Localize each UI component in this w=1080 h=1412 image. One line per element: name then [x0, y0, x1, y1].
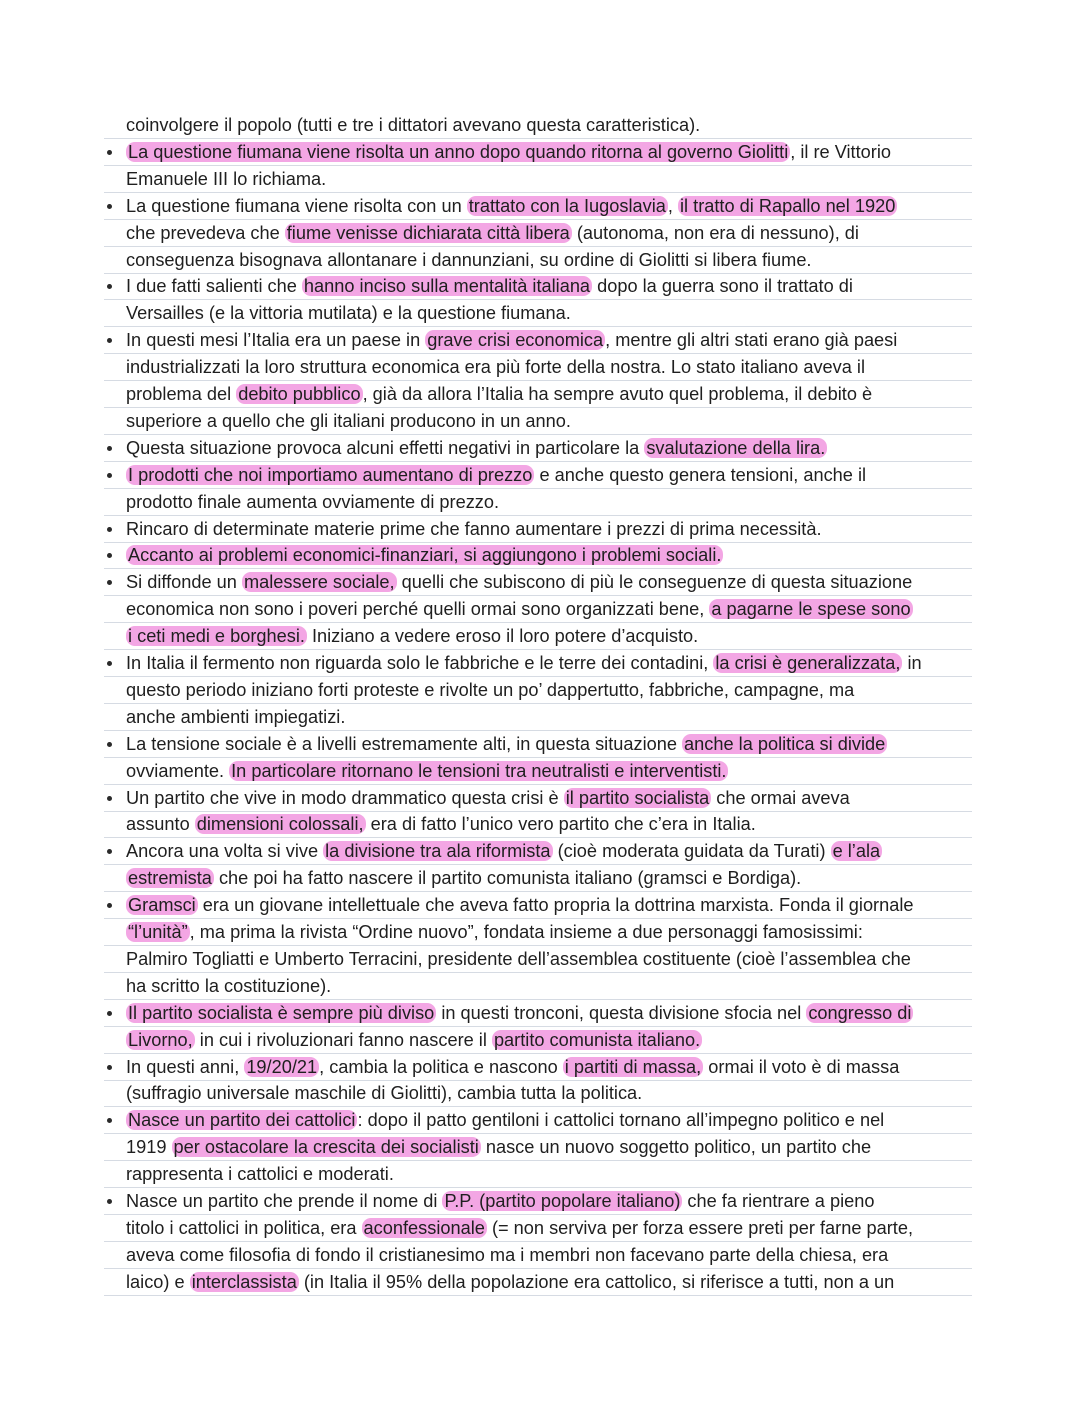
text-line	[104, 623, 972, 650]
highlighted-text: Accanto ai problemi economici-finanziari, si aggiungono i problemi sociali.	[128, 545, 722, 566]
line-text	[126, 731, 887, 757]
text-line	[104, 1242, 972, 1269]
text-segment: (autonoma, non era di nessuno), di	[571, 222, 859, 243]
text-line	[104, 704, 972, 731]
text-segment: aveva come filosofia di fondo il cristianesimo ma i membri non facevano parte della chiesa, era	[126, 1244, 889, 1265]
line-text	[126, 1188, 874, 1214]
text-line	[104, 785, 972, 812]
text-line	[104, 758, 972, 785]
text-segment: era un giovane intellettuale che aveva fatto propria la dottrina marxista. Fonda il giornale	[197, 895, 914, 916]
highlighted-text: anche la politica si divide	[684, 733, 886, 754]
bullet-icon	[107, 473, 112, 478]
highlighted-text: estremista	[128, 868, 212, 889]
text-segment: Si diffonde un	[126, 572, 242, 593]
text-line	[104, 731, 972, 758]
text-segment: prodotto finale aumenta ovviamente di prezzo.	[126, 491, 500, 512]
text-segment: Questa situazione provoca alcuni effetti negativi in particolare la	[126, 437, 645, 458]
text-segment: laico) e	[126, 1271, 190, 1292]
line-text	[126, 408, 571, 434]
text-segment: in cui i rivoluzionari fanno nascere il	[194, 1029, 492, 1050]
text-segment: , ma prima la rivista “Ordine nuovo”, fondata insieme a due personaggi famosissimi:	[189, 922, 863, 942]
line-text	[126, 435, 827, 461]
text-segment: , già da allora l’Italia ha sempre avuto quel problema, il debito è	[362, 384, 873, 404]
line-text	[126, 946, 911, 972]
highlighted-text: Nasce un partito dei cattolici	[128, 1110, 356, 1131]
text-line	[104, 247, 972, 274]
text-line	[104, 1027, 972, 1054]
text-line	[104, 435, 972, 462]
line-text	[126, 489, 499, 515]
highlighted-text: Gramsci	[128, 895, 196, 916]
text-segment: rappresenta i cattolici e moderati.	[126, 1164, 394, 1185]
text-line	[104, 838, 972, 865]
text-segment: industrializzati la loro struttura economica era più forte della nostra. Lo stato italiano aveva il	[126, 357, 866, 378]
text-segment: 1919	[126, 1137, 172, 1158]
line-text	[126, 758, 728, 784]
highlighted-text: grave crisi economica	[427, 330, 604, 351]
line-text	[126, 1107, 884, 1133]
text-line	[104, 408, 972, 435]
text-segment: Emanuele III lo richiama.	[126, 168, 327, 189]
text-segment: Rincaro di determinate materie prime che fanno aumentare i prezzi di prima necessità.	[126, 518, 822, 539]
line-text	[126, 1027, 702, 1053]
text-segment: anche ambienti impiegatizi.	[126, 706, 346, 727]
text-line	[104, 273, 972, 300]
line-text	[126, 1134, 871, 1160]
text-line	[104, 516, 972, 543]
text-segment: La tensione sociale è a livelli estremamente alti, in questa situazione	[126, 733, 683, 754]
text-line	[104, 1215, 972, 1242]
text-line	[104, 1269, 972, 1296]
line-text	[126, 247, 812, 273]
text-line	[104, 1054, 972, 1081]
highlighted-text: 19/20/21	[246, 1056, 318, 1077]
highlighted-text: hanno inciso sulla mentalità italiana	[303, 276, 591, 297]
text-segment: nasce un nuovo soggetto politico, un partito che	[480, 1137, 872, 1158]
text-line	[104, 462, 972, 489]
text-line	[104, 596, 972, 623]
text-segment: che poi ha fatto nascere il partito comunista italiano (gramsci e Bordiga).	[213, 868, 802, 889]
line-text	[126, 1080, 642, 1106]
line-text	[126, 516, 822, 542]
highlighted-text: il partito socialista	[565, 787, 710, 808]
text-line	[104, 1161, 972, 1188]
bullet-icon	[107, 661, 112, 666]
line-text	[126, 1215, 913, 1241]
text-segment: (in Italia il 95% della popolazione era cattolico, si riferisce a tutti, non a un	[298, 1271, 895, 1292]
text-segment: economica non sono i poveri perché quelli ormai sono organizzati bene,	[126, 599, 710, 620]
text-line	[104, 569, 972, 596]
text-segment: (suffragio universale maschile di Giolitti), cambia tutta la politica.	[126, 1083, 643, 1104]
text-segment: Iniziano a vedere eroso il loro potere d’acquisto.	[306, 626, 699, 647]
highlighted-text: aconfessionale	[363, 1217, 485, 1238]
text-segment: problema del	[126, 384, 237, 404]
highlighted-text: I prodotti che noi importiamo aumentano di prezzo	[128, 464, 533, 485]
text-segment: : dopo il patto gentiloni i cattolici tornano all’impegno politico e nel	[357, 1110, 885, 1131]
text-segment: ,	[667, 195, 678, 216]
bullet-icon	[107, 150, 112, 155]
line-text	[126, 838, 882, 864]
text-line	[104, 865, 972, 892]
text-segment: era di fatto l’unico vero partito che c’era in Italia.	[365, 814, 756, 835]
line-text	[126, 542, 723, 568]
highlighted-text: fiume venisse dichiarata città libera	[286, 222, 570, 243]
highlighted-text: partito comunista italiano.	[493, 1029, 701, 1050]
highlighted-text: svalutazione della lira.	[646, 437, 826, 458]
bullet-icon	[107, 742, 112, 747]
text-line	[104, 220, 972, 247]
line-text	[126, 1000, 913, 1026]
line-text	[126, 193, 897, 219]
highlighted-text: i partiti di massa,	[564, 1056, 702, 1077]
text-line	[104, 1107, 972, 1134]
line-text	[126, 166, 326, 192]
text-line	[104, 973, 972, 1000]
bullet-icon	[107, 796, 112, 801]
text-line	[104, 1080, 972, 1107]
highlighted-text: i ceti medi e borghesi.	[128, 626, 305, 647]
bullet-icon	[107, 1011, 112, 1016]
text-line	[104, 1000, 972, 1027]
text-segment: e anche questo genera tensioni, anche il	[534, 464, 867, 485]
line-text	[126, 569, 912, 595]
text-line	[104, 1134, 972, 1161]
bullet-icon	[107, 204, 112, 209]
highlighted-text: e l’ala	[832, 841, 881, 862]
text-line	[104, 166, 972, 193]
text-segment: che fa rientrare a pieno	[682, 1191, 875, 1211]
text-segment: quelli che subiscono di più le conseguenze di questa situazione	[396, 572, 913, 593]
line-text	[126, 354, 865, 380]
text-line	[104, 892, 972, 919]
text-segment: (= non serviva per forza essere preti per farne parte,	[486, 1217, 913, 1238]
text-line	[104, 650, 972, 677]
line-text	[126, 892, 914, 918]
text-line	[104, 811, 972, 838]
highlighted-text: per ostacolare la crescita dei socialisti	[173, 1137, 479, 1158]
line-text	[126, 220, 859, 246]
highlighted-text: P.P. (partito popolare italiano)	[444, 1191, 681, 1211]
highlighted-text: La questione fiumana viene risolta un anno dopo quando ritorna al governo Giolitti	[128, 141, 789, 162]
text-line	[104, 381, 972, 408]
line-text	[126, 1242, 888, 1268]
text-segment: I due fatti salienti che	[126, 276, 302, 297]
bullet-icon	[107, 1199, 112, 1204]
line-text	[126, 273, 853, 299]
highlighted-text: interclassista	[191, 1271, 297, 1292]
text-line	[104, 1188, 972, 1215]
text-segment: Palmiro Togliatti e Umberto Terracini, presidente dell’assemblea costituente (cioè l’assemblea che	[126, 948, 911, 969]
text-segment: assunto	[126, 814, 195, 835]
highlighted-text: Livorno,	[128, 1029, 193, 1050]
highlighted-text: la crisi è generalizzata,	[715, 653, 901, 673]
bullet-icon	[107, 580, 112, 585]
text-segment: conseguenza bisognava allontanare i dannunziani, su ordine di Giolitti si libera fiume.	[126, 249, 812, 270]
line-text	[126, 1161, 394, 1187]
text-segment: in	[902, 653, 922, 673]
highlighted-text: malessere sociale,	[243, 572, 395, 593]
bullet-icon	[107, 527, 112, 532]
text-segment: questo periodo iniziano forti proteste e rivolte un po’ dappertutto, fabbriche, campagne, ma	[126, 679, 855, 700]
highlighted-text: In particolare ritornano le tensioni tra neutralisti e interventisti.	[231, 760, 727, 781]
highlighted-text: il tratto di Rapallo nel 1920	[680, 195, 896, 216]
bullet-icon	[107, 284, 112, 289]
text-segment: titolo i cattolici in politica, era	[126, 1217, 362, 1238]
text-segment: In Italia il fermento non riguarda solo le fabbriche e le terre dei contadini,	[126, 653, 714, 673]
line-text	[126, 704, 345, 730]
bullet-icon	[107, 553, 112, 558]
bullet-icon	[107, 1065, 112, 1070]
line-text	[126, 462, 866, 488]
line-text	[126, 1054, 899, 1080]
text-segment: In questi anni,	[126, 1056, 245, 1077]
text-segment: che ormai aveva	[711, 787, 850, 808]
line-text	[126, 1269, 894, 1295]
bullet-icon	[107, 849, 112, 854]
highlighted-text: dimensioni colossali,	[196, 814, 364, 835]
text-segment: Ancora una volta si vive	[126, 841, 324, 862]
bullet-icon	[107, 903, 112, 908]
text-line	[104, 193, 972, 220]
highlighted-text: trattato con la Iugoslavia	[468, 195, 666, 216]
highlighted-text: la divisione tra ala riformista	[325, 841, 551, 862]
text-line	[104, 139, 972, 166]
bullet-icon	[107, 446, 112, 451]
text-segment: che prevedeva che	[126, 222, 285, 243]
line-text	[126, 300, 571, 326]
highlighted-text: congresso di	[808, 1002, 912, 1023]
line-text	[126, 139, 891, 165]
line-text	[126, 919, 863, 945]
line-text	[126, 973, 331, 999]
text-segment: (cioè moderata guidata da Turati)	[552, 841, 831, 862]
line-text	[126, 650, 922, 676]
text-segment: In questi mesi l’Italia era un paese in	[126, 330, 426, 351]
text-segment: in questi tronconi, questa divisione sfocia nel	[436, 1002, 807, 1023]
text-segment: Nasce un partito che prende il nome di	[126, 1191, 443, 1211]
text-segment: , cambia la politica e nascono	[319, 1056, 563, 1077]
highlighted-text: a pagarne le spese sono	[711, 599, 911, 620]
highlighted-text: Il partito socialista è sempre più diviso	[128, 1002, 435, 1023]
line-text	[126, 677, 854, 703]
line-text	[126, 785, 850, 811]
text-line	[104, 946, 972, 973]
highlighted-text: debito pubblico	[238, 384, 361, 404]
text-segment: ormai il voto è di massa	[703, 1056, 900, 1077]
line-text	[126, 865, 801, 891]
line-text	[126, 623, 698, 649]
text-line	[104, 677, 972, 704]
line-text	[126, 596, 913, 622]
text-segment: Un partito che vive in modo drammatico questa crisi è	[126, 787, 564, 808]
text-line	[104, 300, 972, 327]
text-line	[104, 327, 972, 354]
highlighted-text: “l’unità”	[128, 922, 188, 942]
text-line	[104, 919, 972, 946]
line-text	[126, 327, 897, 353]
line-text	[126, 381, 872, 407]
text-segment: superiore a quello che gli italiani producono in un anno.	[126, 410, 571, 431]
text-line	[104, 542, 972, 569]
text-segment: Versailles (e la vittoria mutilata) e la questione fiumana.	[126, 303, 571, 324]
text-segment: dopo la guerra sono il trattato di	[592, 276, 853, 297]
text-segment: , mentre gli altri stati erano già paesi	[605, 330, 898, 351]
bullet-icon	[107, 1118, 112, 1123]
text-line	[104, 112, 972, 139]
text-segment: , il re Vittorio	[790, 141, 891, 162]
bullet-icon	[107, 338, 112, 343]
text-segment: ha scritto la costituzione).	[126, 975, 332, 996]
text-segment: coinvolgere il popolo (tutti e tre i dittatori avevano questa caratteristica).	[126, 115, 701, 135]
line-text	[126, 112, 700, 138]
text-line	[104, 354, 972, 381]
text-segment: La questione fiumana viene risolta con un	[126, 195, 467, 216]
text-line	[104, 489, 972, 516]
text-segment: ovviamente.	[126, 760, 230, 781]
line-text	[126, 811, 756, 837]
